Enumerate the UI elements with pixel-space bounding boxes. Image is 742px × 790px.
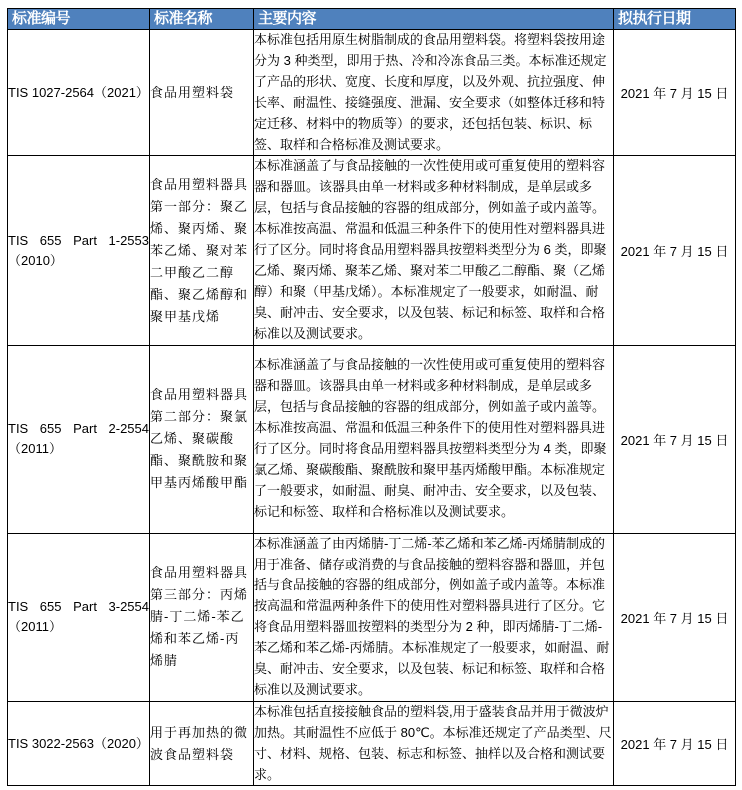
standard-id-cell: TIS 655 Part 2-2554（2011） xyxy=(8,345,150,533)
main-content-cell: 本标准涵盖了与食品接触的一次性使用或可重复使用的塑料容器和器皿。该器具由单一材料或多种材料制成，是单层或多层，包括与食品接触的容器的组成部分，例如盖子或内盖等。本标准按高温、常温和低温三种条件下的使用性对塑料器具进行了区分。同时将食品用塑料器具按塑料类型分为 6 类，即聚乙烯、聚丙烯、聚苯乙烯、聚对苯二甲酸乙二醇酯、聚（乙烯醇）和聚（甲基戊烯）。本标准规定了一般要求，如耐温、耐臭、耐冲击、安全要求，以及包装、标记和标签、取样和合格标准以及测试要求。 xyxy=(254,156,614,345)
effective-date-cell: 2021 年 7 月 15 日 xyxy=(614,156,736,345)
standard-id-cell: TIS 3022-2563（2020） xyxy=(8,701,150,786)
header-standard-name: 标准名称 xyxy=(150,9,254,30)
table-row xyxy=(8,30,736,156)
header-row xyxy=(8,9,736,30)
header-effective-date: 拟执行日期 xyxy=(614,9,736,30)
main-content-cell: 本标准涵盖了与食品接触的一次性使用或可重复使用的塑料容器和器皿。该器具由单一材料或多种材料制成，是单层或多层，包括与食品接触的容器的组成部分，例如盖子或内盖等。本标准按高温、常温和低温三种条件下的使用性对塑料器具进行了区分。同时将食品用塑料器具按塑料类型分为 4 类，即聚氯乙烯、聚碳酸酯、聚酰胺和聚甲基丙烯酸甲酯。本标准规定了一般要求，如耐温、耐臭、耐冲击、安全要求，以及包装、标记和标签、取样和合格标准以及测试要求。 xyxy=(254,345,614,533)
table-row xyxy=(8,701,736,786)
standard-name-cell: 食品用塑料器具第二部分：聚氯乙烯、聚碳酸酯、聚酰胺和聚甲基丙烯酸甲酯 xyxy=(150,345,254,533)
standard-name-cell: 用于再加热的微波食品塑料袋 xyxy=(150,701,254,786)
main-content-cell: 本标准包括直接接触食品的塑料袋,用于盛装食品并用于微波炉加热。其耐温性不应低于 80℃。本标准还规定了产品类型、尺寸、材料、规格、包装、标志和标签、抽样以及合格和测试要求。 xyxy=(254,701,614,786)
standard-name-cell: 食品用塑料器具第一部分：聚乙烯、聚丙烯、聚苯乙烯、聚对苯二甲酸乙二醇酯、聚乙烯醇和聚甲基戊烯 xyxy=(150,156,254,345)
table-row xyxy=(8,533,736,701)
effective-date-cell: 2021 年 7 月 15 日 xyxy=(614,701,736,786)
table-row xyxy=(8,156,736,345)
standard-name-cell: 食品用塑料袋 xyxy=(150,30,254,156)
main-content-cell: 本标准涵盖了由丙烯腈-丁二烯-苯乙烯和苯乙烯-丙烯腈制成的用于准备、储存或消费的与食品接触的塑料容器和器皿，并包括与食品接触的容器的组成部分，例如盖子或内盖等。本标准按高温和常温两种条件下的使用性对塑料器具进行了区分。它将食品用塑料器皿按塑料的类型分为 2 种，即丙烯腈-丁二烯-苯乙烯和苯乙烯-丙烯腈。本标准规定了一般要求，如耐温、耐臭、耐冲击、安全要求，以及包装、标记和标签、取样和合格标准以及测试要求。 xyxy=(254,533,614,701)
header-standard-id: 标准编号 xyxy=(8,9,150,30)
main-content-cell: 本标准包括用原生树脂制成的食品用塑料袋。将塑料袋按用途分为 3 种类型，即用于热、冷和冷冻食品三类。本标准还规定了产品的形状、宽度、长度和厚度，以及外观、抗拉强度、伸长率、耐温性、接缝强度、泄漏、安全要求（如整体迁移和特定迁移、材料中的物质等）的要求，还包括包装、标识、标签、取样和合格标准及测试要求。 xyxy=(254,30,614,156)
standard-name-cell: 食品用塑料器具第三部分：丙烯腈-丁二烯-苯乙烯和苯乙烯-丙烯腈 xyxy=(150,533,254,701)
table-row xyxy=(8,345,736,533)
effective-date-cell: 2021 年 7 月 15 日 xyxy=(614,533,736,701)
standard-id-cell: TIS 655 Part 3-2554（2011） xyxy=(8,533,150,701)
header-main-content: 主要内容 xyxy=(254,9,614,30)
standards-table xyxy=(7,8,736,786)
standard-id-cell: TIS 655 Part 1-2553（2010） xyxy=(8,156,150,345)
effective-date-cell: 2021 年 7 月 15 日 xyxy=(614,345,736,533)
standard-id-cell: TIS 1027-2564（2021） xyxy=(8,30,150,156)
effective-date-cell: 2021 年 7 月 15 日 xyxy=(614,30,736,156)
